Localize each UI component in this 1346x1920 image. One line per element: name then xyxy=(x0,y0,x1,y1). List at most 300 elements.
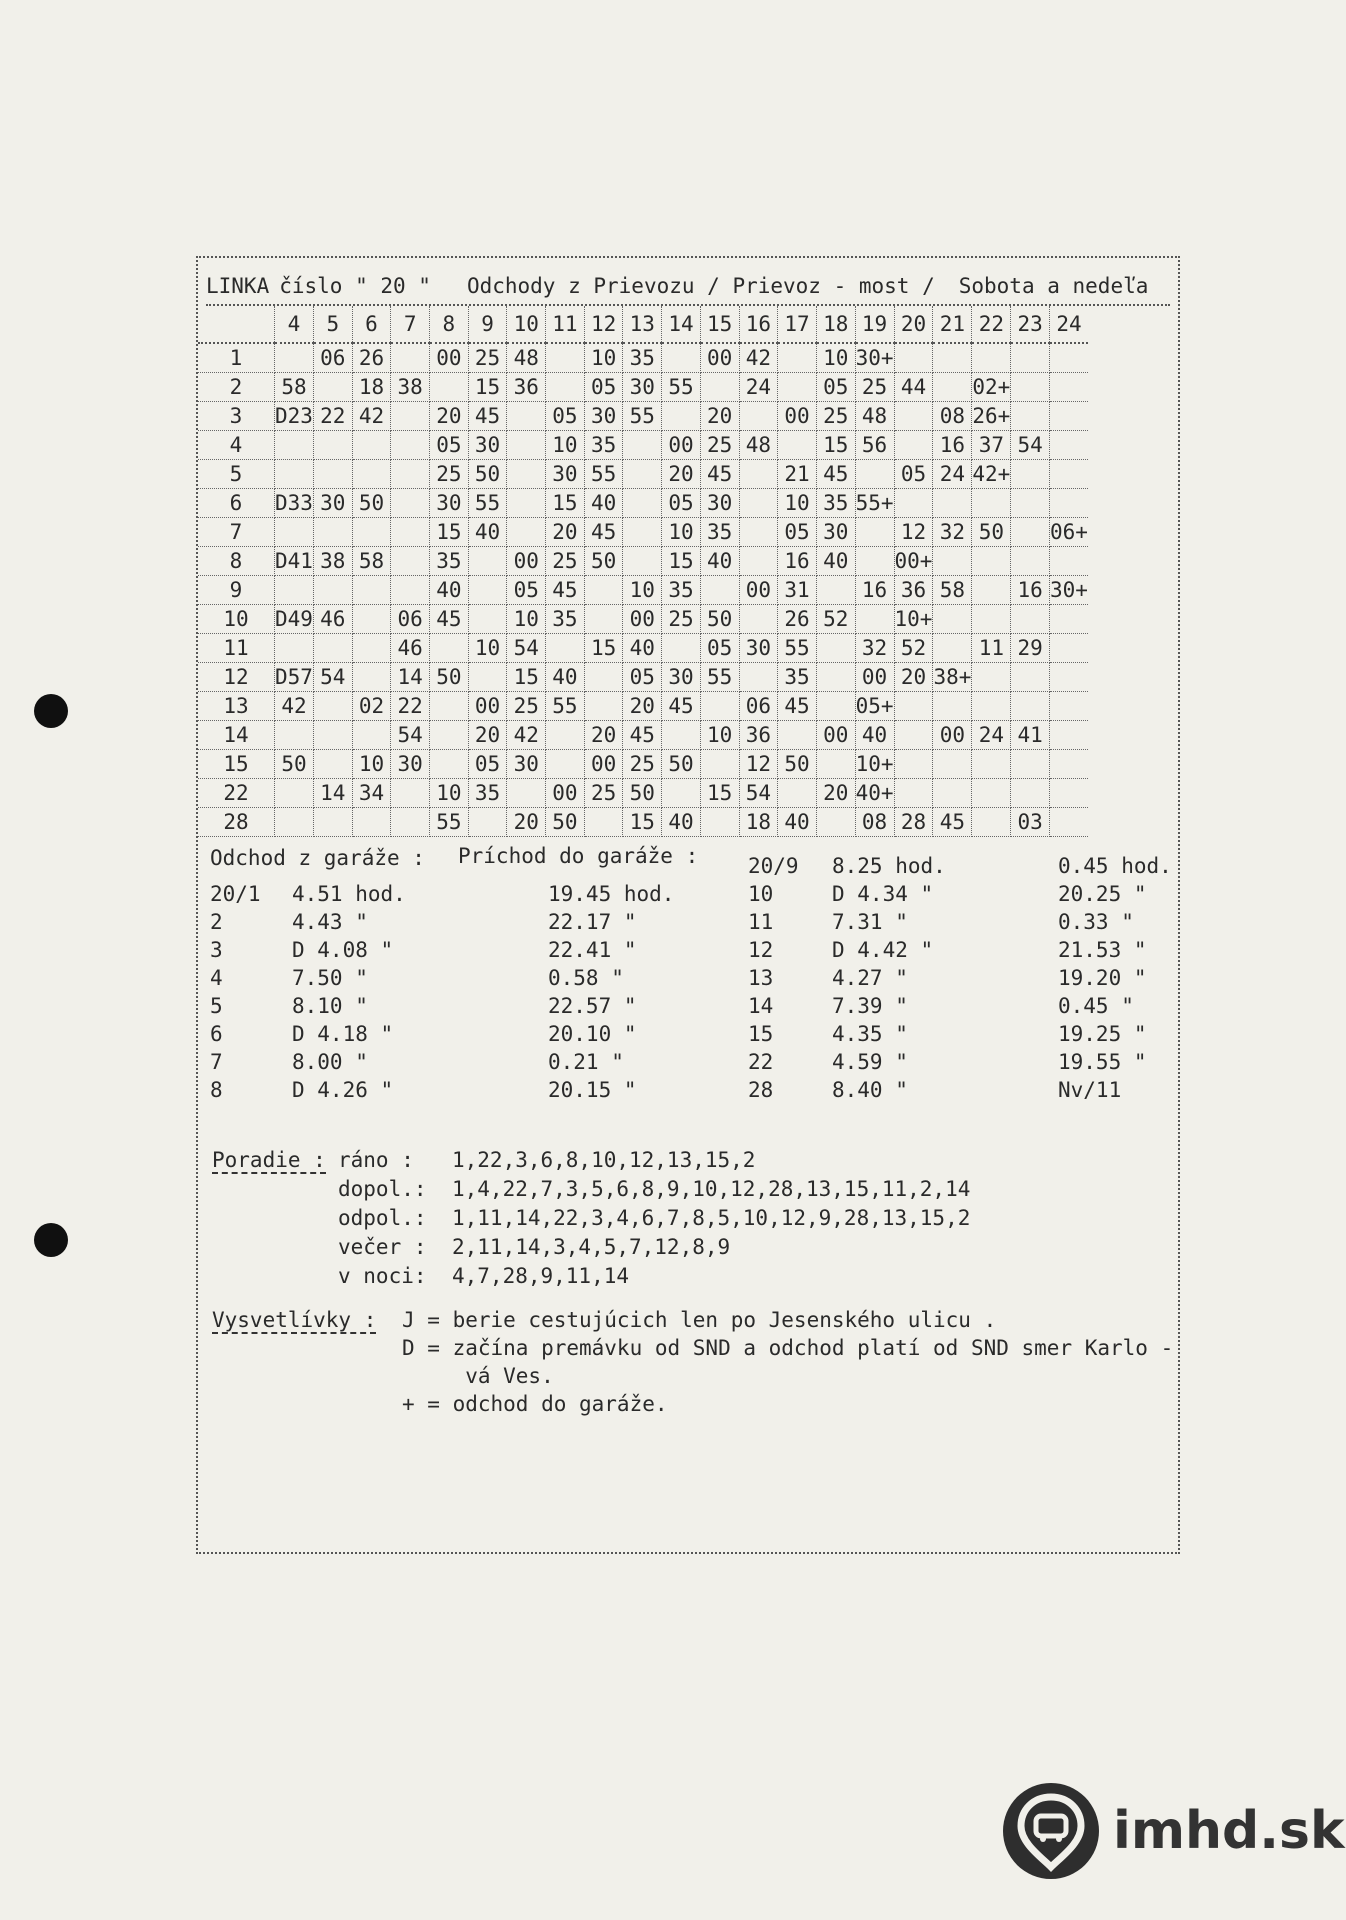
departure-minute: 05 xyxy=(700,634,739,663)
departure-minute xyxy=(972,663,1011,692)
departure-minute xyxy=(855,460,894,489)
departure-minute xyxy=(352,663,391,692)
departure-minute xyxy=(430,634,469,663)
departure-minute: 10 xyxy=(700,721,739,750)
departure-minute xyxy=(739,663,778,692)
garage-departure: 8.00 " xyxy=(292,1050,368,1074)
departure-minute: 30+ xyxy=(855,343,894,373)
departure-minute xyxy=(546,634,585,663)
departure-minute: 20 xyxy=(546,518,585,547)
order-period: v noci: xyxy=(338,1264,427,1288)
departure-minute: 14 xyxy=(391,663,430,692)
schedule-row xyxy=(198,343,1088,373)
departure-minute xyxy=(623,460,662,489)
departure-minute: 05 xyxy=(546,402,585,431)
departure-minute: 20 xyxy=(623,692,662,721)
departure-minute: 00 xyxy=(584,750,623,779)
schedule-row xyxy=(198,750,1088,779)
departure-minute xyxy=(391,518,430,547)
departure-minute xyxy=(662,721,701,750)
departure-minute: 46 xyxy=(391,634,430,663)
departure-minute xyxy=(739,518,778,547)
departure-minute: 36 xyxy=(739,721,778,750)
legend-section xyxy=(212,1308,1172,1420)
departure-minute: 30 xyxy=(584,402,623,431)
departure-minute xyxy=(468,605,507,634)
departure-minute xyxy=(1011,343,1050,373)
departure-minute xyxy=(1011,663,1050,692)
garage-arrival: 0.45 " xyxy=(1058,994,1134,1018)
departure-minute xyxy=(855,518,894,547)
departure-minute xyxy=(352,808,391,837)
departure-minute: 58 xyxy=(352,547,391,576)
departure-minute: 35 xyxy=(816,489,855,518)
departure-minute xyxy=(933,343,972,373)
departure-minute: 24 xyxy=(933,460,972,489)
row-number: 2 xyxy=(198,373,275,402)
hour-header: 22 xyxy=(972,306,1011,343)
departure-minute xyxy=(972,779,1011,808)
garage-row xyxy=(210,938,1170,966)
garage-arrival: 19.45 hod. xyxy=(548,882,675,906)
row-number: 6 xyxy=(198,489,275,518)
departure-minute xyxy=(1050,779,1088,808)
departure-minute: 00 xyxy=(507,547,546,576)
garage-vehicle: 12 xyxy=(748,938,774,962)
schedule-row xyxy=(198,402,1088,431)
hour-header: 18 xyxy=(816,306,855,343)
departure-minute xyxy=(584,808,623,837)
departure-minute: 40 xyxy=(430,576,469,605)
departure-minute xyxy=(972,808,1011,837)
departure-minute xyxy=(1050,460,1088,489)
departure-minute: 35 xyxy=(430,547,469,576)
departure-minute: 11 xyxy=(972,634,1011,663)
departure-minute: 45 xyxy=(546,576,585,605)
departure-minute: 42 xyxy=(352,402,391,431)
schedule-row xyxy=(198,373,1088,402)
departure-minute xyxy=(739,605,778,634)
order-sequence: 1,4,22,7,3,5,6,8,9,10,12,28,13,15,11,2,14 xyxy=(452,1177,971,1201)
departure-minute: 45 xyxy=(700,460,739,489)
departure-minute xyxy=(1011,402,1050,431)
hour-header: 7 xyxy=(391,306,430,343)
row-number: 28 xyxy=(198,808,275,837)
departure-minute: 30 xyxy=(468,431,507,460)
departure-minute: 05 xyxy=(778,518,817,547)
departure-minute xyxy=(623,518,662,547)
departure-minute xyxy=(313,721,352,750)
order-row xyxy=(212,1235,1172,1264)
departure-minute xyxy=(391,402,430,431)
departure-minute: 25 xyxy=(816,402,855,431)
departure-minute: 10 xyxy=(468,634,507,663)
departure-minute xyxy=(1011,547,1050,576)
garage-arrival: 0.33 " xyxy=(1058,910,1134,934)
departure-minute xyxy=(739,402,778,431)
departure-minute xyxy=(700,692,739,721)
garage-departure: 4.27 " xyxy=(832,966,908,990)
departure-minute: 25 xyxy=(546,547,585,576)
departure-minute: 05+ xyxy=(855,692,894,721)
departure-minute: 00 xyxy=(468,692,507,721)
departure-minute xyxy=(855,547,894,576)
hour-header: 14 xyxy=(662,306,701,343)
departure-minute xyxy=(507,489,546,518)
departure-minute: 50 xyxy=(584,547,623,576)
garage-vehicle: 13 xyxy=(748,966,774,990)
departure-minute: 54 xyxy=(313,663,352,692)
departure-minute: 35 xyxy=(662,576,701,605)
departure-minute xyxy=(894,692,933,721)
hour-header: 19 xyxy=(855,306,894,343)
departure-minute xyxy=(855,605,894,634)
departure-minute: 48 xyxy=(855,402,894,431)
row-number: 14 xyxy=(198,721,275,750)
departure-minute xyxy=(1050,547,1088,576)
departure-minute xyxy=(507,460,546,489)
departure-minute: 50 xyxy=(662,750,701,779)
departure-minute: 15 xyxy=(430,518,469,547)
departure-grid xyxy=(198,306,1088,837)
departure-minute xyxy=(662,634,701,663)
schedule-row xyxy=(198,634,1088,663)
departure-minute xyxy=(662,779,701,808)
departure-minute: 45 xyxy=(584,518,623,547)
departure-minute: 10 xyxy=(662,518,701,547)
departure-minute: 50 xyxy=(972,518,1011,547)
departure-minute xyxy=(1050,343,1088,373)
departure-minute: 46 xyxy=(313,605,352,634)
departure-minute: 30 xyxy=(507,750,546,779)
departure-minute: 40 xyxy=(584,489,623,518)
departure-minute: 25 xyxy=(662,605,701,634)
departure-minute: 35 xyxy=(778,663,817,692)
departure-minute xyxy=(894,431,933,460)
departure-minute: 42 xyxy=(507,721,546,750)
departure-minute: 25 xyxy=(855,373,894,402)
garage-vehicle: 22 xyxy=(748,1050,774,1074)
departure-minute: 40 xyxy=(855,721,894,750)
departure-minute xyxy=(700,373,739,402)
garage-arrival: 19.55 " xyxy=(1058,1050,1147,1074)
garage-arrival: 22.57 " xyxy=(548,994,637,1018)
legend-label: Vysvetlívky : xyxy=(212,1308,377,1332)
departure-minute xyxy=(584,692,623,721)
departure-minute: 45 xyxy=(468,402,507,431)
hour-header: 5 xyxy=(313,306,352,343)
hour-header: 4 xyxy=(275,306,314,343)
departure-minute: 06 xyxy=(391,605,430,634)
departure-minute: 02+ xyxy=(972,373,1011,402)
schedule-row xyxy=(198,721,1088,750)
departure-minute xyxy=(933,634,972,663)
row-number: 4 xyxy=(198,431,275,460)
departure-minute: 05 xyxy=(623,663,662,692)
departure-minute: 50 xyxy=(468,460,507,489)
schedule-row xyxy=(198,547,1088,576)
departure-minute: 10 xyxy=(816,343,855,373)
departure-minute: 30 xyxy=(816,518,855,547)
departure-minute xyxy=(778,779,817,808)
garage-departure: 8.25 hod. xyxy=(832,854,946,878)
departure-minute: 52 xyxy=(894,634,933,663)
departure-minute: 12 xyxy=(739,750,778,779)
legend-text: + = odchod do garáže. xyxy=(402,1392,668,1416)
departure-minute xyxy=(972,692,1011,721)
row-number: 5 xyxy=(198,460,275,489)
departure-minute: 00 xyxy=(700,343,739,373)
departure-minute: 54 xyxy=(739,779,778,808)
departure-minute: 45 xyxy=(662,692,701,721)
departure-minute: 24 xyxy=(972,721,1011,750)
garage-arrival: 20.15 " xyxy=(548,1078,637,1102)
order-sequence: 4,7,28,9,11,14 xyxy=(452,1264,630,1288)
departure-minute: 20 xyxy=(468,721,507,750)
departure-minute xyxy=(933,692,972,721)
departure-minute: 25 xyxy=(507,692,546,721)
departure-minute: 26+ xyxy=(972,402,1011,431)
departure-minute: 25 xyxy=(468,343,507,373)
departure-minute xyxy=(275,576,314,605)
order-row xyxy=(212,1177,1172,1206)
row-number: 10 xyxy=(198,605,275,634)
hour-header: 17 xyxy=(778,306,817,343)
header-corner xyxy=(198,306,275,343)
departure-minute: 05 xyxy=(507,576,546,605)
departure-minute xyxy=(275,721,314,750)
departure-minute xyxy=(739,460,778,489)
bus-pin-icon xyxy=(1003,1783,1099,1879)
departure-minute xyxy=(972,547,1011,576)
order-label: Poradie : xyxy=(212,1148,326,1172)
departure-minute xyxy=(313,460,352,489)
departure-minute xyxy=(468,808,507,837)
departure-minute: 10 xyxy=(430,779,469,808)
departure-minute: 32 xyxy=(933,518,972,547)
garage-vehicle: 15 xyxy=(748,1022,774,1046)
departure-minute: 20 xyxy=(584,721,623,750)
departure-minute xyxy=(275,779,314,808)
departure-minute: 54 xyxy=(507,634,546,663)
schedule-row xyxy=(198,779,1088,808)
hour-header: 13 xyxy=(623,306,662,343)
departure-minute: 15 xyxy=(507,663,546,692)
departure-minute: 00 xyxy=(430,343,469,373)
departure-minute: 41 xyxy=(1011,721,1050,750)
departure-minute: 45 xyxy=(623,721,662,750)
punch-hole-bottom xyxy=(34,1223,68,1257)
departure-minute: 00 xyxy=(739,576,778,605)
departure-minute: 15 xyxy=(816,431,855,460)
garage-departure: D 4.18 " xyxy=(292,1022,394,1046)
departure-minute: 20 xyxy=(894,663,933,692)
departure-minute: 38 xyxy=(313,547,352,576)
departure-minute xyxy=(275,634,314,663)
departure-minute xyxy=(972,750,1011,779)
departure-minute: 06+ xyxy=(1050,518,1088,547)
legend-text: D = začína premávku od SND a odchod platí od SND smer Karlo - xyxy=(402,1336,1174,1360)
departure-minute xyxy=(313,692,352,721)
departure-minute xyxy=(546,721,585,750)
garage-departure-label: Odchod z garáže : xyxy=(210,846,425,870)
departure-minute: 50 xyxy=(546,808,585,837)
departure-minute: 45 xyxy=(933,808,972,837)
departure-minute: 40 xyxy=(700,547,739,576)
row-number: 12 xyxy=(198,663,275,692)
garage-vehicle: 8 xyxy=(210,1078,223,1102)
garage-vehicle: 20/1 xyxy=(210,882,261,906)
garage-arrival: 22.17 " xyxy=(548,910,637,934)
departure-minute: 30 xyxy=(700,489,739,518)
schedule-row xyxy=(198,431,1088,460)
garage-departure: 8.10 " xyxy=(292,994,368,1018)
departure-minute: 58 xyxy=(933,576,972,605)
schedule-row xyxy=(198,808,1088,837)
departure-minute: 30+ xyxy=(1050,576,1088,605)
departure-minute xyxy=(816,576,855,605)
garage-arrival: Nv/11 xyxy=(1058,1078,1122,1102)
departure-minute: 00 xyxy=(778,402,817,431)
departure-minute: 20 xyxy=(700,402,739,431)
departure-minute xyxy=(391,489,430,518)
departure-minute: 06 xyxy=(313,343,352,373)
departure-minute xyxy=(933,373,972,402)
departure-minute xyxy=(352,518,391,547)
garage-departure: D 4.42 " xyxy=(832,938,934,962)
departure-minute xyxy=(778,373,817,402)
departure-minute: 48 xyxy=(739,431,778,460)
departure-minute: D41 xyxy=(275,547,314,576)
garage-departure: 7.50 " xyxy=(292,966,368,990)
departure-minute xyxy=(430,692,469,721)
departure-minute: 30 xyxy=(739,634,778,663)
departure-minute xyxy=(894,750,933,779)
departure-minute: 10+ xyxy=(855,750,894,779)
garage-vehicle: 11 xyxy=(748,910,774,934)
garage-row xyxy=(210,854,1170,882)
departure-minute: 22 xyxy=(391,692,430,721)
garage-arrival: 20.10 " xyxy=(548,1022,637,1046)
departure-minute: 16 xyxy=(1011,576,1050,605)
departure-minute xyxy=(352,605,391,634)
departure-minute xyxy=(313,431,352,460)
garage-vehicle: 20/9 xyxy=(748,854,799,878)
departure-minute xyxy=(391,460,430,489)
departure-minute: 55 xyxy=(662,373,701,402)
order-sequence: 1,22,3,6,8,10,12,13,15,2 xyxy=(452,1148,756,1172)
departure-minute: 54 xyxy=(391,721,430,750)
departure-minute xyxy=(623,547,662,576)
title-departures: Odchody z Prievozu / Prievoz - most / xyxy=(466,274,935,298)
departure-minute: 15 xyxy=(546,489,585,518)
schedule-row xyxy=(198,692,1088,721)
garage-departure: 4.43 " xyxy=(292,910,368,934)
departure-minute xyxy=(275,431,314,460)
departure-minute: 35 xyxy=(700,518,739,547)
departure-minute xyxy=(1011,779,1050,808)
row-number: 13 xyxy=(198,692,275,721)
order-period: večer : xyxy=(338,1235,427,1259)
departure-minute: 50 xyxy=(778,750,817,779)
departure-minute: 35 xyxy=(546,605,585,634)
departure-minute xyxy=(623,431,662,460)
departure-minute: 05 xyxy=(816,373,855,402)
legend-text: J = berie cestujúcich len po Jesenského ulicu . xyxy=(402,1308,997,1332)
row-number: 15 xyxy=(198,750,275,779)
departure-minute xyxy=(894,489,933,518)
departure-minute: 26 xyxy=(352,343,391,373)
garage-vehicle: 2 xyxy=(210,910,223,934)
garage-vehicle: 4 xyxy=(210,966,223,990)
departure-minute xyxy=(662,343,701,373)
departure-minute xyxy=(352,576,391,605)
departure-minute: 44 xyxy=(894,373,933,402)
departure-minute xyxy=(894,721,933,750)
departure-minute: 56 xyxy=(855,431,894,460)
departure-minute xyxy=(1011,750,1050,779)
legend-row xyxy=(212,1364,1172,1392)
hour-header: 15 xyxy=(700,306,739,343)
departure-minute: 40 xyxy=(662,808,701,837)
departure-minute: 30 xyxy=(313,489,352,518)
order-period: odpol.: xyxy=(338,1206,427,1230)
departure-minute: 10+ xyxy=(894,605,933,634)
departure-minute xyxy=(1050,663,1088,692)
garage-departure: 4.59 " xyxy=(832,1050,908,1074)
departure-minute: 20 xyxy=(816,779,855,808)
garage-arrival: 22.41 " xyxy=(548,938,637,962)
departure-minute: 50 xyxy=(275,750,314,779)
hour-header: 6 xyxy=(352,306,391,343)
hour-header: 9 xyxy=(468,306,507,343)
departure-minute: 55 xyxy=(584,460,623,489)
garage-row xyxy=(210,1050,1170,1078)
departure-minute xyxy=(1050,373,1088,402)
departure-minute xyxy=(778,431,817,460)
departure-minute xyxy=(507,518,546,547)
departure-minute: 15 xyxy=(468,373,507,402)
garage-arrival: 20.25 " xyxy=(1058,882,1147,906)
punch-hole-top xyxy=(34,694,68,728)
departure-minute: 32 xyxy=(855,634,894,663)
departure-minute: 55 xyxy=(623,402,662,431)
departure-minute xyxy=(1050,808,1088,837)
departure-minute: 02 xyxy=(352,692,391,721)
departure-minute xyxy=(352,460,391,489)
departure-minute: 05 xyxy=(430,431,469,460)
departure-minute xyxy=(546,373,585,402)
order-period: dopol.: xyxy=(338,1177,427,1201)
departure-minute: 12 xyxy=(894,518,933,547)
departure-minute xyxy=(275,518,314,547)
departure-minute xyxy=(739,547,778,576)
departure-minute xyxy=(972,605,1011,634)
row-number: 11 xyxy=(198,634,275,663)
departure-minute: 54 xyxy=(1011,431,1050,460)
order-row xyxy=(212,1264,1172,1293)
departure-minute xyxy=(1050,721,1088,750)
departure-minute: 16 xyxy=(933,431,972,460)
hour-header: 24 xyxy=(1050,306,1088,343)
row-number: 9 xyxy=(198,576,275,605)
garage-row xyxy=(210,1078,1170,1106)
departure-minute: 00 xyxy=(816,721,855,750)
departure-minute xyxy=(1050,605,1088,634)
garage-vehicle: 14 xyxy=(748,994,774,1018)
departure-minute: 10 xyxy=(778,489,817,518)
departure-minute xyxy=(275,343,314,373)
